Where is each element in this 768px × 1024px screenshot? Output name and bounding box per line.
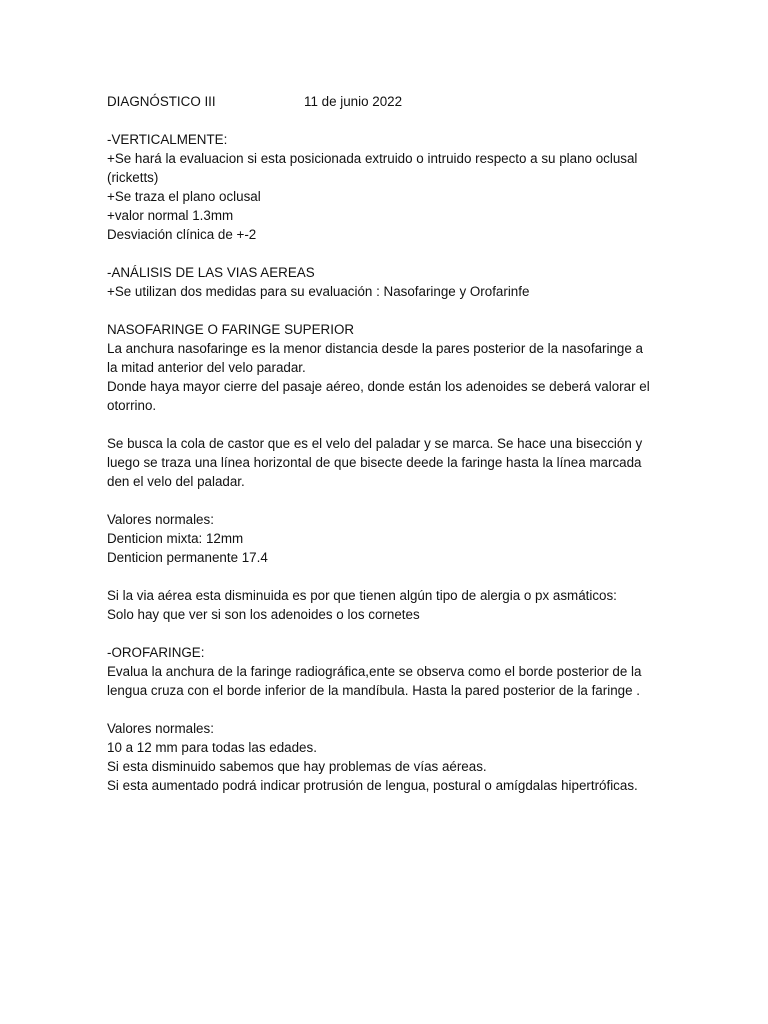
section-heading: -ANÁLISIS DE LAS VIAS AEREAS xyxy=(107,265,315,280)
blank-line xyxy=(107,700,667,719)
document-header xyxy=(107,92,667,111)
paragraph-line: Denticion mixta: 12mm xyxy=(107,531,244,546)
document-title: DIAGNÓSTICO III xyxy=(107,94,216,109)
section-nasofaringe xyxy=(107,320,667,415)
paragraph-line: Si esta aumentado podrá indicar protrusión de lengua, postural o amígdalas hipertróficas. xyxy=(107,778,638,793)
paragraph-line: luego se traza una línea horizontal de que bisecte deede la faringe hasta la línea marcada xyxy=(107,455,642,470)
blank-line xyxy=(107,415,667,434)
blank-line xyxy=(107,491,667,510)
paragraph-line: Donde haya mayor cierre del pasaje aéreo, donde están los adenoides se deberá valorar el xyxy=(107,379,650,394)
paragraph-line: +Se utilizan dos medidas para su evaluación : Nasofaringe y Orofarinfe xyxy=(107,284,530,299)
section-heading: NASOFARINGE O FARINGE SUPERIOR xyxy=(107,322,355,337)
section-orofaringe xyxy=(107,643,667,700)
paragraph-line: den el velo del paladar. xyxy=(107,474,245,489)
paragraph-line: +Se traza el plano oclusal xyxy=(107,189,261,204)
document-body xyxy=(107,92,667,795)
blank-line xyxy=(107,111,667,130)
paragraph-line: +valor normal 1.3mm xyxy=(107,208,234,223)
blank-line xyxy=(107,624,667,643)
paragraph-line: Si la via aérea esta disminuida es por que tienen algún tipo de alergia o px asmáticos: xyxy=(107,588,617,603)
paragraph-line: (ricketts) xyxy=(107,170,159,185)
paragraph-line: 10 a 12 mm para todas las edades. xyxy=(107,740,317,755)
section-valores-normales-nasofaringe xyxy=(107,510,667,567)
paragraph-line: Desviación clínica de +-2 xyxy=(107,227,257,242)
paragraph-line: Se busca la cola de castor que es el velo del paladar y se marca. Se hace una bisección y xyxy=(107,436,643,451)
paragraph-line: lengua cruza con el borde inferior de la mandíbula. Hasta la pared posterior de la faringe . xyxy=(107,683,640,698)
blank-line xyxy=(107,244,667,263)
section-cola-de-castor xyxy=(107,434,667,491)
paragraph-line: La anchura nasofaringe es la menor distancia desde la pares posterior de la nasofaringe a xyxy=(107,341,643,356)
blank-line xyxy=(107,301,667,320)
paragraph-line: Evalua la anchura de la faringe radiográfica,ente se observa como el borde posterior de la xyxy=(107,664,642,679)
blank-line xyxy=(107,567,667,586)
section-via-aerea-disminuida xyxy=(107,586,667,624)
section-verticalmente xyxy=(107,130,667,244)
paragraph-line: Denticion permanente 17.4 xyxy=(107,550,268,565)
paragraph-line: Valores normales: xyxy=(107,721,214,736)
paragraph-line: +Se hará la evaluacion si esta posicionada extruido o intruido respecto a su plano oclusal xyxy=(107,151,638,166)
section-heading: -VERTICALMENTE: xyxy=(107,132,228,147)
paragraph-line: Solo hay que ver si son los adenoides o los cornetes xyxy=(107,607,420,622)
paragraph-line: Si esta disminuido sabemos que hay problemas de vías aéreas. xyxy=(107,759,487,774)
paragraph-line: Valores normales: xyxy=(107,512,214,527)
section-valores-normales-orofaringe xyxy=(107,719,667,795)
paragraph-line: otorrino. xyxy=(107,398,157,413)
section-vias-aereas xyxy=(107,263,667,301)
document-date: 11 de junio 2022 xyxy=(304,94,403,109)
paragraph-line: la mitad anterior del velo paradar. xyxy=(107,360,306,375)
section-heading: -OROFARINGE: xyxy=(107,645,205,660)
